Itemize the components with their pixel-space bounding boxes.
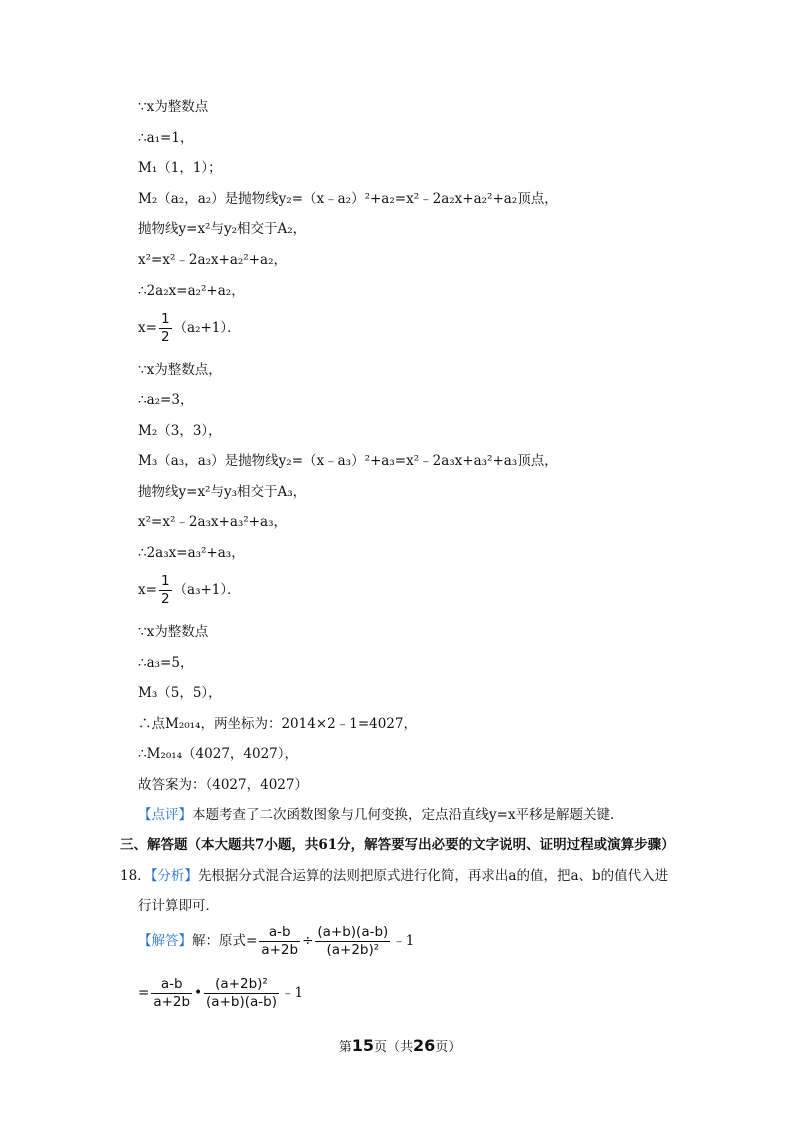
solution-line: x²=x²﹣2a₂x+a₂²+a₂， xyxy=(138,252,287,268)
fraction-line xyxy=(138,311,241,346)
analysis-tag: 【分析】 xyxy=(150,868,198,884)
operator: ÷ xyxy=(302,933,314,949)
section-title: 三、解答题（本大题共7小题，共61分，解答要写出必要的文字说明、证明过程或演算步骤） xyxy=(120,837,675,853)
numerator: a-b xyxy=(259,924,300,942)
footer-post: 页） xyxy=(435,1040,462,1055)
solution-line: M₂（a₂，a₂）是抛物线y₂=（x﹣a₂）²+a₂=x²﹣2a₂x+a₂²+a₂顶点， xyxy=(138,191,558,207)
answer-line-1 xyxy=(138,924,414,959)
solution-line: ∴2a₂x=a₂²+a₂， xyxy=(138,283,245,299)
comment-tag: 【点评】 xyxy=(138,807,192,823)
page-number: 15 xyxy=(351,1036,374,1055)
solution-line: M₁（1，1）； xyxy=(138,160,222,176)
comment-line xyxy=(138,806,624,824)
solution-line: ∴a₃=5， xyxy=(138,655,194,671)
fraction-prefix: x= xyxy=(138,582,157,598)
denominator: 2 xyxy=(160,329,170,345)
numerator: 1 xyxy=(160,573,170,589)
fraction-prefix: x= xyxy=(138,320,157,336)
solution-line: ∴2a₃x=a₃²+a₃， xyxy=(138,545,245,561)
answer-line-2 xyxy=(138,976,303,1011)
footer-pre: 第 xyxy=(338,1040,352,1055)
page-footer xyxy=(0,1036,800,1055)
denominator: (a+2b)² xyxy=(326,942,380,958)
total-pages: 26 xyxy=(413,1036,436,1055)
fraction xyxy=(151,976,192,1011)
denominator: a+2b xyxy=(153,994,191,1010)
fraction xyxy=(259,924,300,959)
numerator: a-b xyxy=(151,976,192,994)
equals: = xyxy=(138,985,150,1001)
solution-line: ∵x为整数点 xyxy=(138,624,209,640)
solution-line: ∴a₂=3， xyxy=(138,392,194,408)
numerator: 1 xyxy=(160,311,170,327)
fraction-suffix: （a₂+1）． xyxy=(173,320,241,336)
fraction xyxy=(159,573,172,608)
answer-tag: 【解答】 xyxy=(138,933,192,949)
fraction xyxy=(315,924,390,959)
solution-line: x²=x²﹣2a₃x+a₃²+a₃， xyxy=(138,514,287,530)
solution-line: 抛物线y=x²与y₃相交于A₃， xyxy=(138,484,307,500)
solution-line: ∴a₁=1， xyxy=(138,130,194,146)
solution-line: M₂（3，3）， xyxy=(138,423,222,439)
numerator: (a+b)(a-b) xyxy=(317,924,389,940)
solution-line: M₃（a₃，a₃）是抛物线y₂=（x﹣a₃）²+a₃=x²﹣2a₃x+a₃²+a₃顶点， xyxy=(138,453,558,469)
solution-line: 故答案为：（4027，4027） xyxy=(138,777,308,793)
question-18-analysis xyxy=(120,867,668,885)
fraction-suffix: （a₃+1）． xyxy=(173,582,241,598)
answer-suffix: ﹣1 xyxy=(280,985,304,1001)
answer-suffix: ﹣1 xyxy=(392,933,415,949)
solution-line: ∵x为整数点， xyxy=(138,362,222,378)
answer-prefix: 解：原式= xyxy=(192,933,258,949)
solution-line: ∵x为整数点 xyxy=(138,99,209,115)
denominator: 2 xyxy=(160,591,170,607)
solution-line: 抛物线y=x²与y₂相交于A₂， xyxy=(138,221,307,237)
operator: • xyxy=(194,985,203,1001)
fraction-line xyxy=(138,573,241,608)
footer-mid: 页（共 xyxy=(373,1040,413,1055)
comment-text: 本题考查了二次函数图象与几何变换，定点沿直线y=x平移是解题关键． xyxy=(192,807,624,823)
numerator: (a+2b)² xyxy=(204,976,279,994)
denominator: (a+b)(a-b) xyxy=(206,994,277,1010)
solution-line: ∴点M₂₀₁₄，两坐标为：2014×2﹣1=4027， xyxy=(138,716,417,732)
fraction xyxy=(159,311,172,346)
analysis-text: 先根据分式混合运算的法则把原式进行化简，再求出a的值，把a、b的值代入进 xyxy=(197,868,669,884)
question-number: 18． xyxy=(120,868,151,884)
denominator: a+2b xyxy=(261,942,299,958)
fraction xyxy=(204,976,279,1011)
solution-line: M₃（5，5）， xyxy=(138,685,222,701)
question-18-analysis-cont: 行计算即可． xyxy=(138,898,219,914)
solution-line: ∴M₂₀₁₄（4027，4027）， xyxy=(138,746,299,762)
